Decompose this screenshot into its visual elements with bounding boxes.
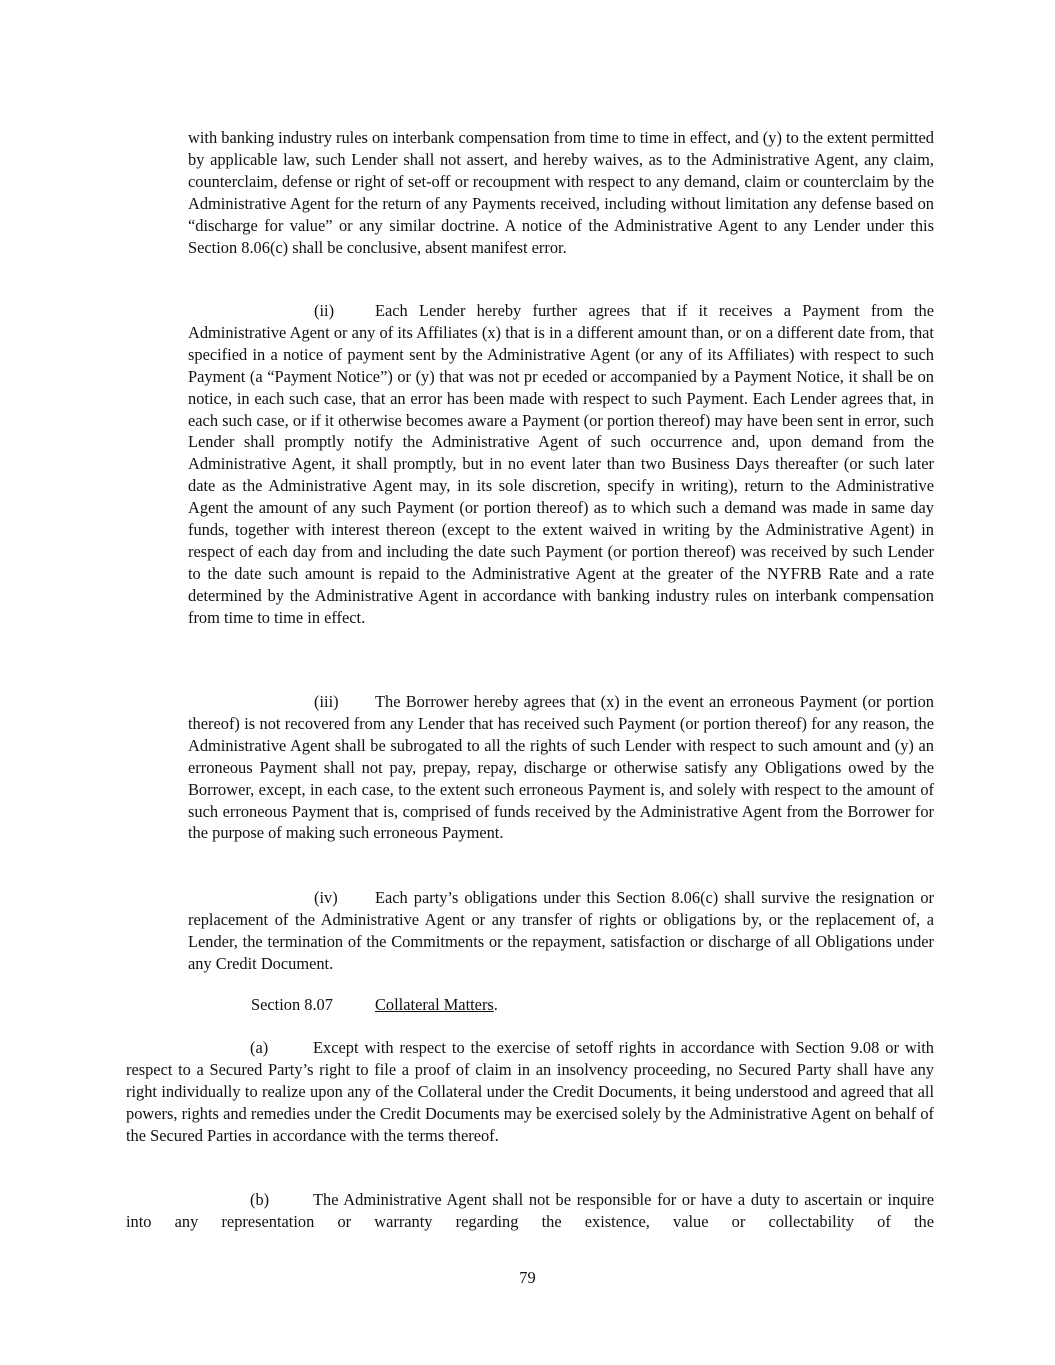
section-heading <box>251 994 498 1016</box>
section-title-suffix: . <box>493 995 498 1014</box>
clause-iii-marker: (iii) <box>314 692 339 711</box>
clause-ii-marker: (ii) <box>314 301 335 320</box>
clause-ii-text: Each Lender hereby further agrees that if it receives a Payment from the Administrative Agent or any of its Affiliates (x) that is in a different amount than, or on a different date from, that specified in a notice of payment sent by the Administrative Agent (or any of its Affiliates) with respect to such Payment (a “Payment Notice”) or (y) that was not pr eceded or accompanied by a Payment Notice, it shall be on notice, in each such case, that an error has been made with respect to such Payment. Each Lender agrees that, in each such case, or if it otherwise becomes aware a Payment (or portion thereof) may have been sent in error, such Lender shall promptly notify the Administrative Agent of such occurrence and, upon demand from the Administrative Agent, it shall promptly, but in no event later than two Business Days thereafter (or such later date as the Administrative Agent may, in its sole discretion, specify in writing), return to the Administrative Agent the amount of any such Payment (or portion thereof) as to which such a demand was made in same day funds, together with interest thereon (except to the extent waived in writing by the Administrative Agent) in respect of each day from and including the date such Payment (or portion thereof) was received by such Lender to the date such amount is repaid to the Administrative Agent at the greater of the NYFRB Rate and a rate determined by the Administrative Agent in accordance with banking industry rules on interbank compensation from time to time in effect. <box>188 301 934 627</box>
clause-iii-text: The Borrower hereby agrees that (x) in the event an erroneous Payment (or portion thereof) is not recovered from any Lender that has received such Payment (or portion thereof) for any reason, the Administrative Agent shall be subrogated to all the rights of such Lender with respect to such amount and (y) an erroneous Payment shall not pay, prepay, repay, discharge or otherwise satisfy any Obligations owed by the Borrower, except, in each case, to the extent such erroneous Payment is, and solely with respect to the amount of such erroneous Payment that is, comprised of funds received by the Administrative Agent from the Borrower for the purpose of making such erroneous Payment. <box>188 692 934 843</box>
clause-b-paragraph <box>126 1189 934 1233</box>
clause-a-text: Except with respect to the exercise of setoff rights in accordance with Section 9.08 or with respect to a Secured Party’s right to file a proof of claim in an insolvency proceeding, no Secured Party shall have any right individually to realize upon any of the Collateral under the Credit Documents, it being understood and agreed that all powers, rights and remedies under the Credit Documents may be exercised solely by the Administrative Agent on behalf of the Secured Parties in accordance with the terms thereof. <box>126 1038 934 1145</box>
continuation-paragraph: with banking industry rules on interbank compensation from time to time in effect, and (y) to the extent permitted by applicable law, such Lender shall not assert, and hereby waives, as to the Administrative Agent, any claim, counterclaim, defense or right of set-off or recoupment with respect to any demand, claim or counterclaim by the Administrative Agent for the return of any Payments received, including without limitation any defense based on “discharge for value” or any similar doctrine. A notice of the Administrative Agent to any Lender under this Section 8.06(c) shall be conclusive, absent manifest error. <box>188 128 934 257</box>
clause-a-marker: (a) <box>250 1038 269 1057</box>
clause-iv-paragraph <box>188 887 934 975</box>
clause-b-marker: (b) <box>250 1190 270 1209</box>
clause-iv-marker: (iv) <box>314 888 338 907</box>
clause-iii-paragraph <box>188 691 934 844</box>
clause-ii-paragraph <box>188 300 934 629</box>
clause-iv-text: Each party’s obligations under this Section 8.06(c) shall survive the resignation or replacement of the Administrative Agent or any transfer of rights or obligations by, or the replacement of, a Lender, the termination of the Commitments or the repayment, satisfaction or discharge of all Obligations under any Credit Document. <box>188 888 934 973</box>
clause-b-text: The Administrative Agent shall not be responsible for or have a duty to ascertain or inquire into any representation or warranty regarding the existence, value or collectability of the <box>126 1190 934 1231</box>
section-title: Collateral Matters <box>375 995 494 1014</box>
page-number: 79 <box>519 1268 536 1287</box>
clause-a-paragraph <box>126 1037 934 1147</box>
section-number: Section 8.07 <box>251 995 333 1014</box>
